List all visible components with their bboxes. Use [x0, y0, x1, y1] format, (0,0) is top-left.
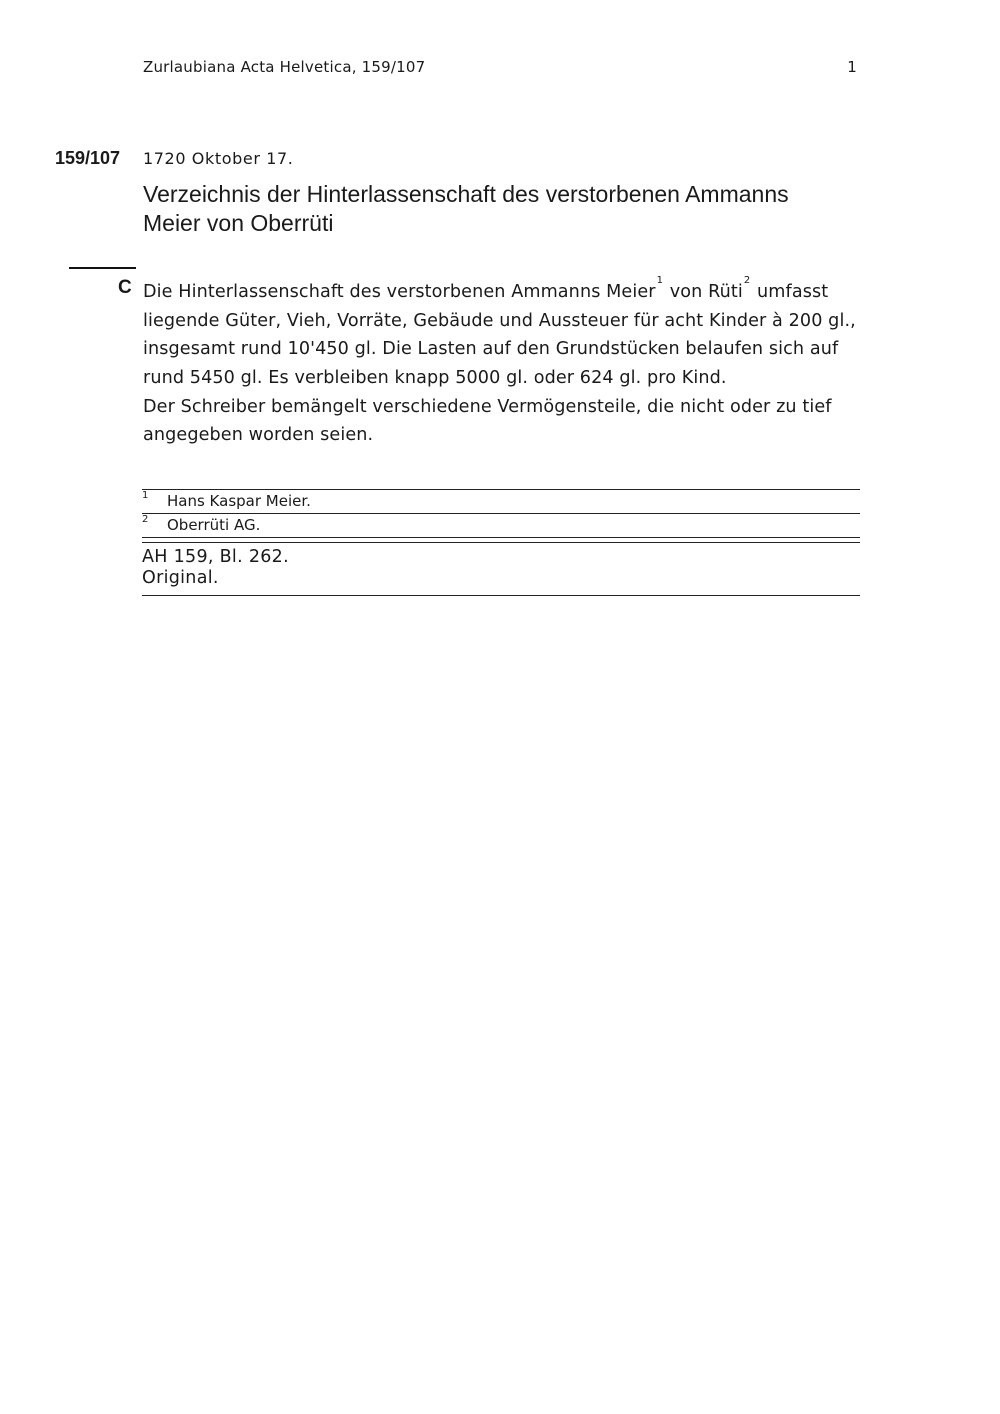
document-date: 1720 Oktober 17.	[143, 149, 294, 168]
footnote	[142, 490, 860, 514]
source-archive: AH 159, Bl. 262.	[142, 547, 289, 567]
source-reference	[142, 542, 860, 596]
footnote-ref-1[interactable]: 1	[656, 275, 664, 286]
summary-text-part: umfasst liegende Güter, Vieh, Vorräte, Gebäude und Aussteuer für acht Kinder à 200 gl., insgesamt rund 10'450 gl. Die Lasten auf den Grundstücken belaufen sich auf rund 5450 gl. Es verbleiben knapp 5000 gl. oder 624 gl. pro Kind.	[143, 281, 856, 388]
footnote-ref-2[interactable]: 2	[743, 275, 751, 286]
footnote-text: Oberrüti AG.	[167, 516, 261, 534]
footnote-number: 1	[142, 490, 149, 501]
summary-rule	[69, 267, 136, 269]
summary-marker: C	[118, 277, 132, 298]
summary-text-part: von Rüti	[664, 281, 743, 302]
summary-text-part: Die Hinterlassenschaft des verstorbenen Ammanns Meier	[143, 281, 656, 302]
summary-paragraph	[143, 274, 863, 393]
footnote-number: 2	[142, 514, 149, 525]
summary-paragraph: Der Schreiber bemängelt verschiedene Vermögensteile, die nicht oder zu tief angegeben worden seien.	[143, 396, 832, 446]
page-number: 1	[847, 58, 857, 76]
summary-text	[143, 274, 863, 450]
running-title: Zurlaubiana Acta Helvetica, 159/107	[143, 58, 426, 76]
footnote-text: Hans Kaspar Meier.	[167, 492, 311, 510]
document-title: Verzeichnis der Hinterlassenschaft des verstorbenen Ammanns Meier von Oberrüti	[143, 181, 789, 236]
document-number: 159/107	[55, 148, 121, 168]
source-type: Original.	[142, 568, 219, 588]
footnote	[142, 514, 860, 538]
footnotes	[142, 489, 860, 538]
